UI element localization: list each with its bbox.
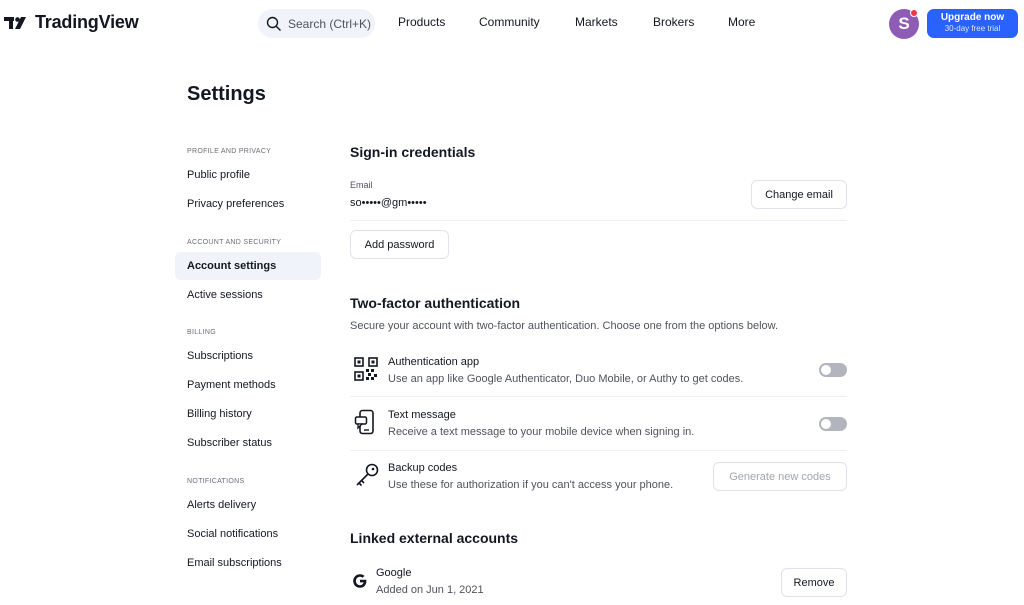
avatar-letter: S (898, 14, 910, 33)
change-email-button[interactable]: Change email (751, 180, 847, 209)
upgrade-button[interactable] (927, 9, 1018, 38)
sidebar-heading-account: ACCOUNT AND SECURITY (187, 239, 282, 246)
key-icon (353, 463, 379, 489)
option-desc-auth-app: Use an app like Google Authenticator, Duo Mobile, or Authy to get codes. (388, 373, 744, 385)
two-factor-description: Secure your account with two-factor authentication. Choose one from the options below. (350, 320, 779, 332)
email-value: so•••••@gm••••• (350, 197, 427, 209)
toggle-knob (821, 365, 831, 375)
option-title-backup-codes: Backup codes (388, 462, 458, 474)
remove-google-button[interactable]: Remove (781, 568, 847, 597)
top-header (0, 0, 1024, 46)
sidebar-item-privacy-preferences[interactable]: Privacy preferences (187, 198, 285, 210)
toggle-knob (821, 419, 831, 429)
sidebar-item-payment-methods[interactable]: Payment methods (187, 379, 276, 391)
section-title-linked-accounts: Linked external accounts (350, 530, 519, 546)
sidebar-item-alerts-delivery[interactable]: Alerts delivery (187, 499, 257, 511)
sidebar-item-account-settings[interactable]: Account settings (175, 252, 321, 280)
sidebar-item-active-sessions[interactable]: Active sessions (187, 289, 263, 301)
sidebar-item-subscriber-status[interactable]: Subscriber status (187, 437, 272, 449)
section-title-credentials: Sign-in credentials (350, 144, 476, 160)
nav-markets[interactable]: Markets (575, 15, 618, 29)
sidebar-item-public-profile[interactable]: Public profile (187, 169, 250, 181)
option-title-auth-app: Authentication app (388, 356, 480, 368)
add-password-button[interactable]: Add password (350, 230, 449, 259)
upgrade-label: Upgrade now (940, 12, 1005, 23)
sidebar-heading-notifications: NOTIFICATIONS (187, 478, 245, 485)
google-icon (352, 573, 368, 589)
divider (350, 450, 847, 451)
option-desc-text-message: Receive a text message to your mobile device when signing in. (388, 426, 695, 438)
option-title-text-message: Text message (388, 409, 456, 421)
search-placeholder: Search (Ctrl+K) (288, 16, 372, 31)
sidebar-item-email-subscriptions[interactable]: Email subscriptions (187, 557, 282, 569)
sidebar-item-social-notifications[interactable]: Social notifications (187, 528, 279, 540)
section-title-two-factor: Two-factor authentication (350, 295, 521, 311)
divider (350, 220, 847, 221)
page-title: Settings (187, 83, 266, 105)
search-button[interactable] (258, 9, 375, 38)
nav-products[interactable]: Products (398, 15, 446, 29)
phone-message-icon (353, 409, 379, 435)
email-label: Email (350, 180, 373, 190)
sidebar-item-subscriptions[interactable]: Subscriptions (187, 350, 254, 362)
generate-new-codes-button[interactable]: Generate new codes (713, 462, 847, 491)
sidebar-heading-billing: BILLING (187, 329, 216, 336)
nav-community[interactable]: Community (479, 15, 540, 29)
text-message-toggle[interactable] (819, 417, 847, 431)
option-desc-backup-codes: Use these for authorization if you can't access your phone. (388, 479, 674, 491)
divider (350, 396, 847, 397)
brand-name: TradingView (35, 12, 139, 32)
qr-code-icon (353, 356, 379, 382)
auth-app-toggle[interactable] (819, 363, 847, 377)
tradingview-logo[interactable] (4, 12, 139, 33)
nav-more[interactable]: More (728, 15, 756, 29)
nav-brokers[interactable]: Brokers (653, 15, 695, 29)
linked-account-date: Added on Jun 1, 2021 (376, 584, 484, 596)
notification-dot (910, 9, 918, 17)
linked-account-name: Google (376, 567, 412, 579)
sidebar-heading-profile: PROFILE AND PRIVACY (187, 148, 272, 155)
sidebar-item-billing-history[interactable]: Billing history (187, 408, 252, 420)
search-icon (266, 16, 282, 32)
tradingview-logo-icon (4, 15, 29, 31)
upgrade-sub-label: 30-day free trial (944, 24, 1001, 33)
